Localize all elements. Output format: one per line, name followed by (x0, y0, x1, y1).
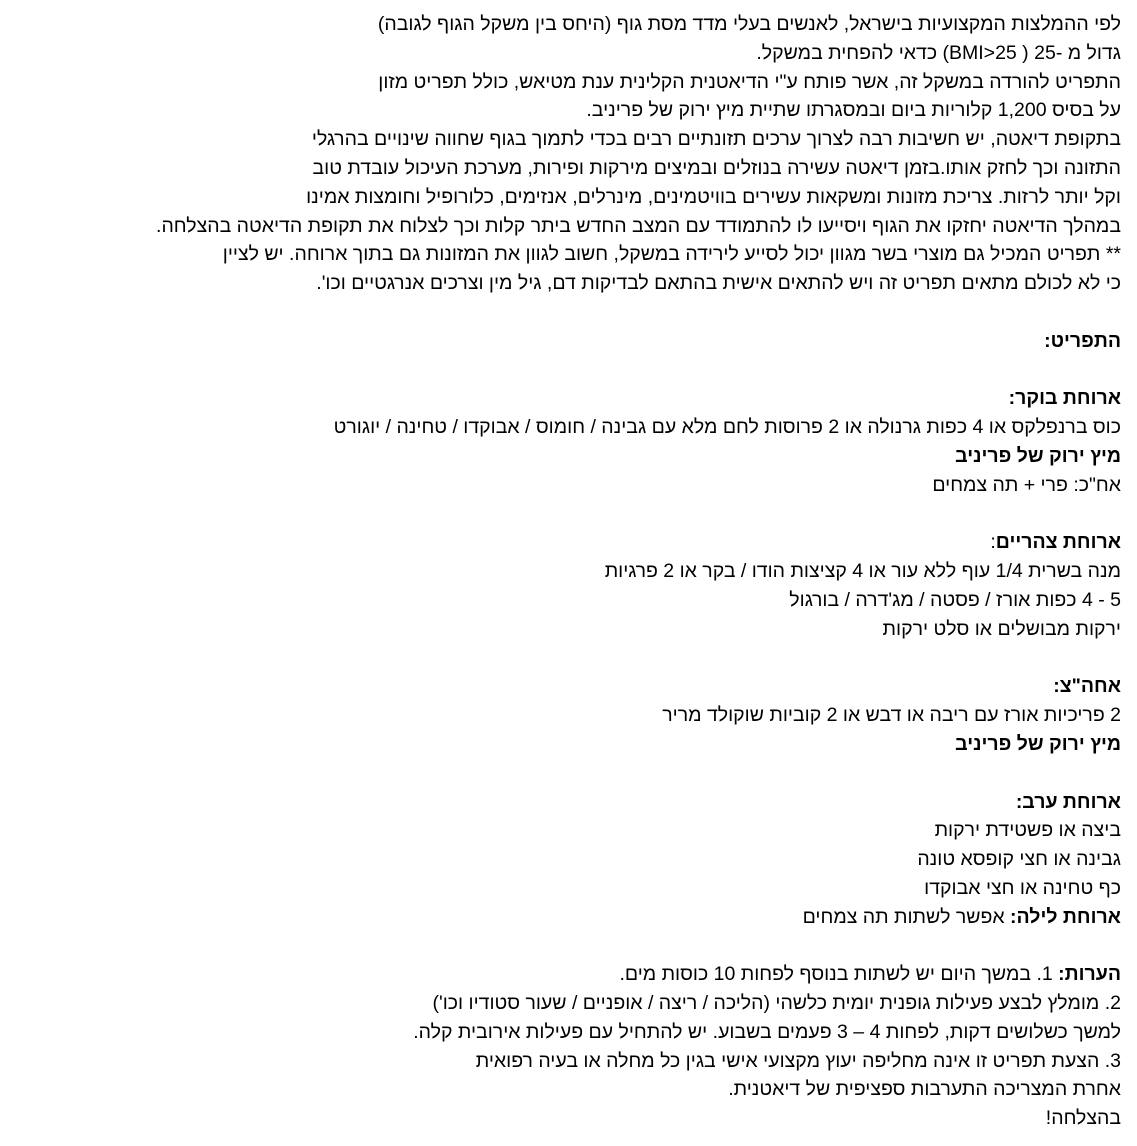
afternoon-line: 2 פריכיות אורז עם ריבה או דבש או 2 קוביות שוקולד מריר (662, 704, 1121, 727)
intro-line: גדול מ -25 ( BMI>25) כדאי להפחית במשקל. (756, 41, 1121, 64)
menu-heading: התפריט: (1044, 329, 1121, 352)
intro-line: התפריט להורדה במשקל זה, אשר פותח ע"י הדיאטנית הקלינית ענת מטיאש, כולל תפריט מזון (378, 70, 1121, 93)
notes-heading: הערות: (1058, 963, 1121, 986)
note-2: 2. מומלץ לבצע פעילות גופנית יומית כלשהי (הליכה / ריצה / אופניים / שעור סטודיו וכו') (432, 992, 1121, 1015)
spacer (6, 356, 1121, 385)
intro-section (6, 10, 1121, 298)
lunch-heading-colon: : (990, 531, 996, 554)
afternoon-juice: מיץ ירוק של פריניב (955, 732, 1121, 755)
note-1: 1. במשך היום יש לשתות בנוסף לפחות 10 כוסות מים. (619, 963, 1059, 986)
spacer (6, 759, 1121, 788)
spacer (6, 500, 1121, 529)
spacer (6, 644, 1121, 673)
night-meal-heading: ארוחת לילה: (1010, 905, 1121, 928)
note-3: 3. הצעת תפריט זו אינה מחליפה יעוץ מקצועי אישי בגין כל מחלה או בעיה רפואית (475, 1049, 1121, 1072)
intro-line: וקל יותר לרזות. צריכת מזונות ומשקאות עשירים בוויטמינים, מינרלים, אנזימים, כלורופיל וחומצות אמינו (306, 185, 1121, 208)
intro-line: על בסיס 1,200 קלוריות ביום ובמסגרתו שתיית מיץ ירוק של פריניב. (586, 99, 1121, 122)
dinner-line: כף טחינה או חצי אבוקדו (924, 876, 1121, 899)
night-meal-line (6, 903, 1121, 932)
dinner-section (6, 788, 1121, 932)
night-meal-text: אפשר לשתות תה צמחים (802, 905, 1011, 928)
notes-section (6, 960, 1121, 1133)
afternoon-section (6, 672, 1121, 758)
dinner-line: גבינה או חצי קופסא טונה (917, 848, 1121, 871)
intro-line: בתקופת דיאטה, יש חשיבות רבה לצרוך ערכים תזונתיים רבים בכדי לתמוך בגוף שחווה שינויים בהרגלי (311, 128, 1121, 151)
breakfast-section (6, 384, 1121, 499)
closing-text: בהצלחה! (1045, 1107, 1121, 1130)
lunch-line: ירקות מבושלים או סלט ירקות (882, 617, 1121, 640)
lunch-line: מנה בשרית 1/4 עוף ללא עור או 4 קציצות הודו / בקר או 2 פרגיות (604, 560, 1121, 583)
breakfast-line: אח"כ: פרי + תה צמחים (932, 473, 1121, 496)
breakfast-juice: מיץ ירוק של פריניב (955, 444, 1121, 467)
intro-line: במהלך הדיאטה יחזקו את הגוף ויסייעו לו להתמודד עם המצב החדש ביתר קלות וכך לצלוח את תקופת הדיאטה בהצלחה. (156, 214, 1121, 237)
lunch-section (6, 528, 1121, 643)
spacer (6, 298, 1121, 327)
breakfast-heading: ארוחת בוקר: (1008, 387, 1121, 410)
notes-line (6, 960, 1121, 989)
diet-document (6, 10, 1121, 1133)
intro-line: ** תפריט המכיל גם מוצרי בשר מגוון יכול לסייע לירידה במשקל, חשוב לגוון את המזונות גם בתוך ארוחה. יש לציין (222, 243, 1121, 266)
note-2-cont: למשך כשלושים דקות, לפחות 4 – 3 פעמים בשבוע. יש להתחיל עם פעילות אירובית קלה. (413, 1020, 1121, 1043)
spacer (6, 932, 1121, 961)
intro-line: כי לא לכולם מתאים תפריט זה ויש להתאים אישית בהתאם לבדיקות דם, גיל מין וצרכים אנרגטיים וכו'. (316, 272, 1121, 295)
intro-line: התזונה וכך לחזק אותו.בזמן דיאטה עשירה בנוזלים ובמיצים מירקות ופירות, מערכת העיכול עובדת טוב (312, 156, 1121, 179)
afternoon-heading: אחה"צ: (1053, 675, 1121, 698)
note-3-cont: אחרת המצריכה התערבות ספציפית של דיאטנית. (728, 1078, 1121, 1101)
breakfast-line: כוס ברנפלקס או 4 כפות גרנולה או 2 פרוסות לחם מלא עם גבינה / חומוס / אבוקדו / טחינה / יוגורט (333, 416, 1121, 439)
lunch-heading: ארוחת צהריים (995, 531, 1121, 554)
dinner-line: ביצה או פשטידת ירקות (934, 819, 1121, 842)
lunch-heading-line (6, 528, 1121, 557)
lunch-line: 5 - 4 כפות אורז / פסטה / מג'דרה / בורגול (789, 588, 1121, 611)
intro-line: לפי ההמלצות המקצועיות בישראל, לאנשים בעלי מדד מסת גוף (היחס בין משקל הגוף לגובה) (377, 13, 1121, 35)
dinner-heading: ארוחת ערב: (1015, 790, 1121, 813)
